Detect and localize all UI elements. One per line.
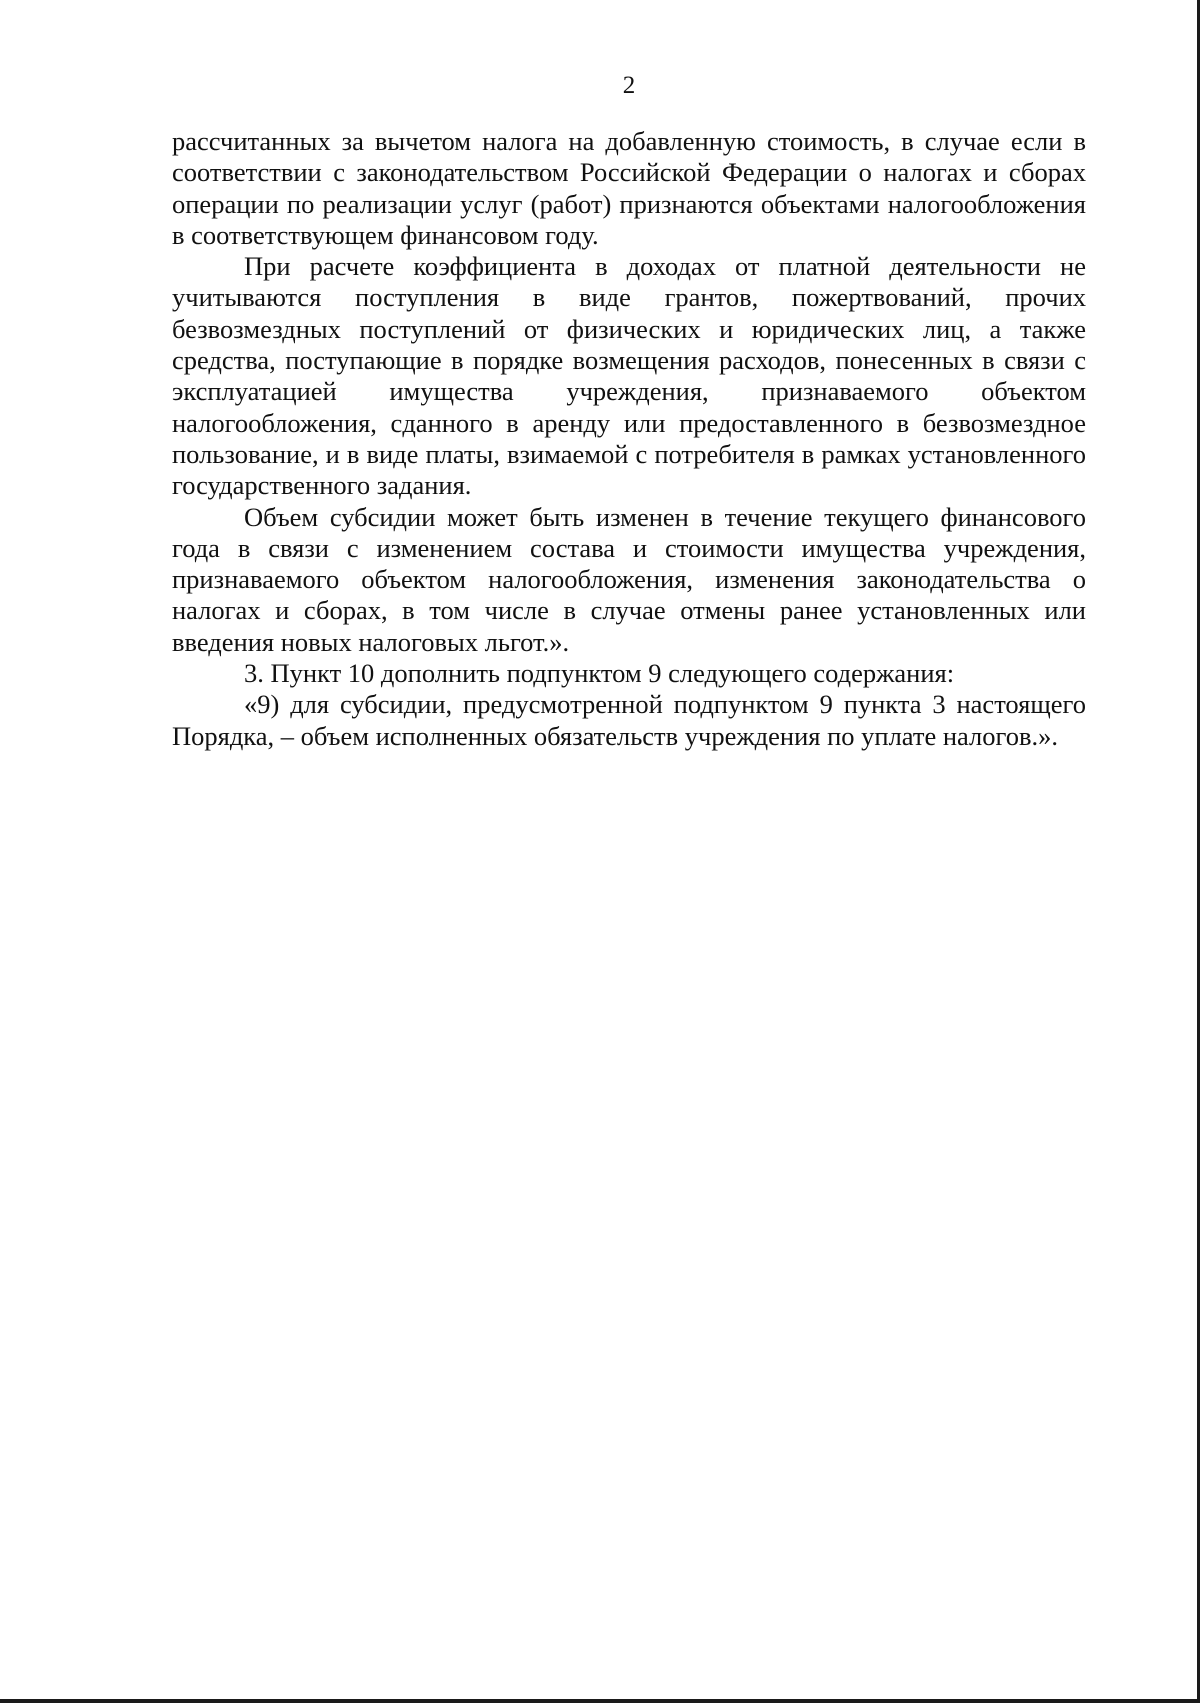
paragraph-vat-continuation: рассчитанных за вычетом налога на добавленную стоимость, в случае если в соответствии с законодательством Российской Федерации о налогах и сборах операции по реализации услуг (работ) признаются объектами налогообложения в соответствующем финансовом году. — [172, 126, 1086, 250]
scan-border-bottom — [0, 1699, 1200, 1703]
page-number: 2 — [622, 72, 636, 99]
paragraph-coefficient-calculation: При расчете коэффициента в доходах от платной деятельности не учитываются поступления в виде грантов, пожертвований, прочих безвозмездных поступлений от физических и юридических лиц, а также средства, поступающие в порядке возмещения расходов, понесенных в связи с эксплуатацией имущества учреждения, признаваемого объектом налогообложения, сданного в аренду или предоставленного в безвозмездное пользование, и в виде платы, взимаемой с потребителя в рамках установленного государственного задания. — [172, 251, 1086, 501]
paragraph-item-3-amendment: 3. Пункт 10 дополнить подпунктом 9 следующего содержания: — [244, 658, 955, 689]
paragraph-subsidy-volume-change: Объем субсидии может быть изменен в течение текущего финансового года в связи с изменением состава и стоимости имущества учреждения, признаваемого объектом налогообложения, изменения законодательства о налогах и сборах, в том числе в случае отмены ранее установленных или введения новых налоговых льгот.». — [172, 501, 1086, 657]
document-body — [172, 126, 1086, 752]
paragraph-subitem-9: «9) для субсидии, предусмотренной подпунктом 9 пункта 3 настоящего Порядка, – объем исполненных обязательств учреждения по уплате налогов.». — [172, 689, 1086, 751]
